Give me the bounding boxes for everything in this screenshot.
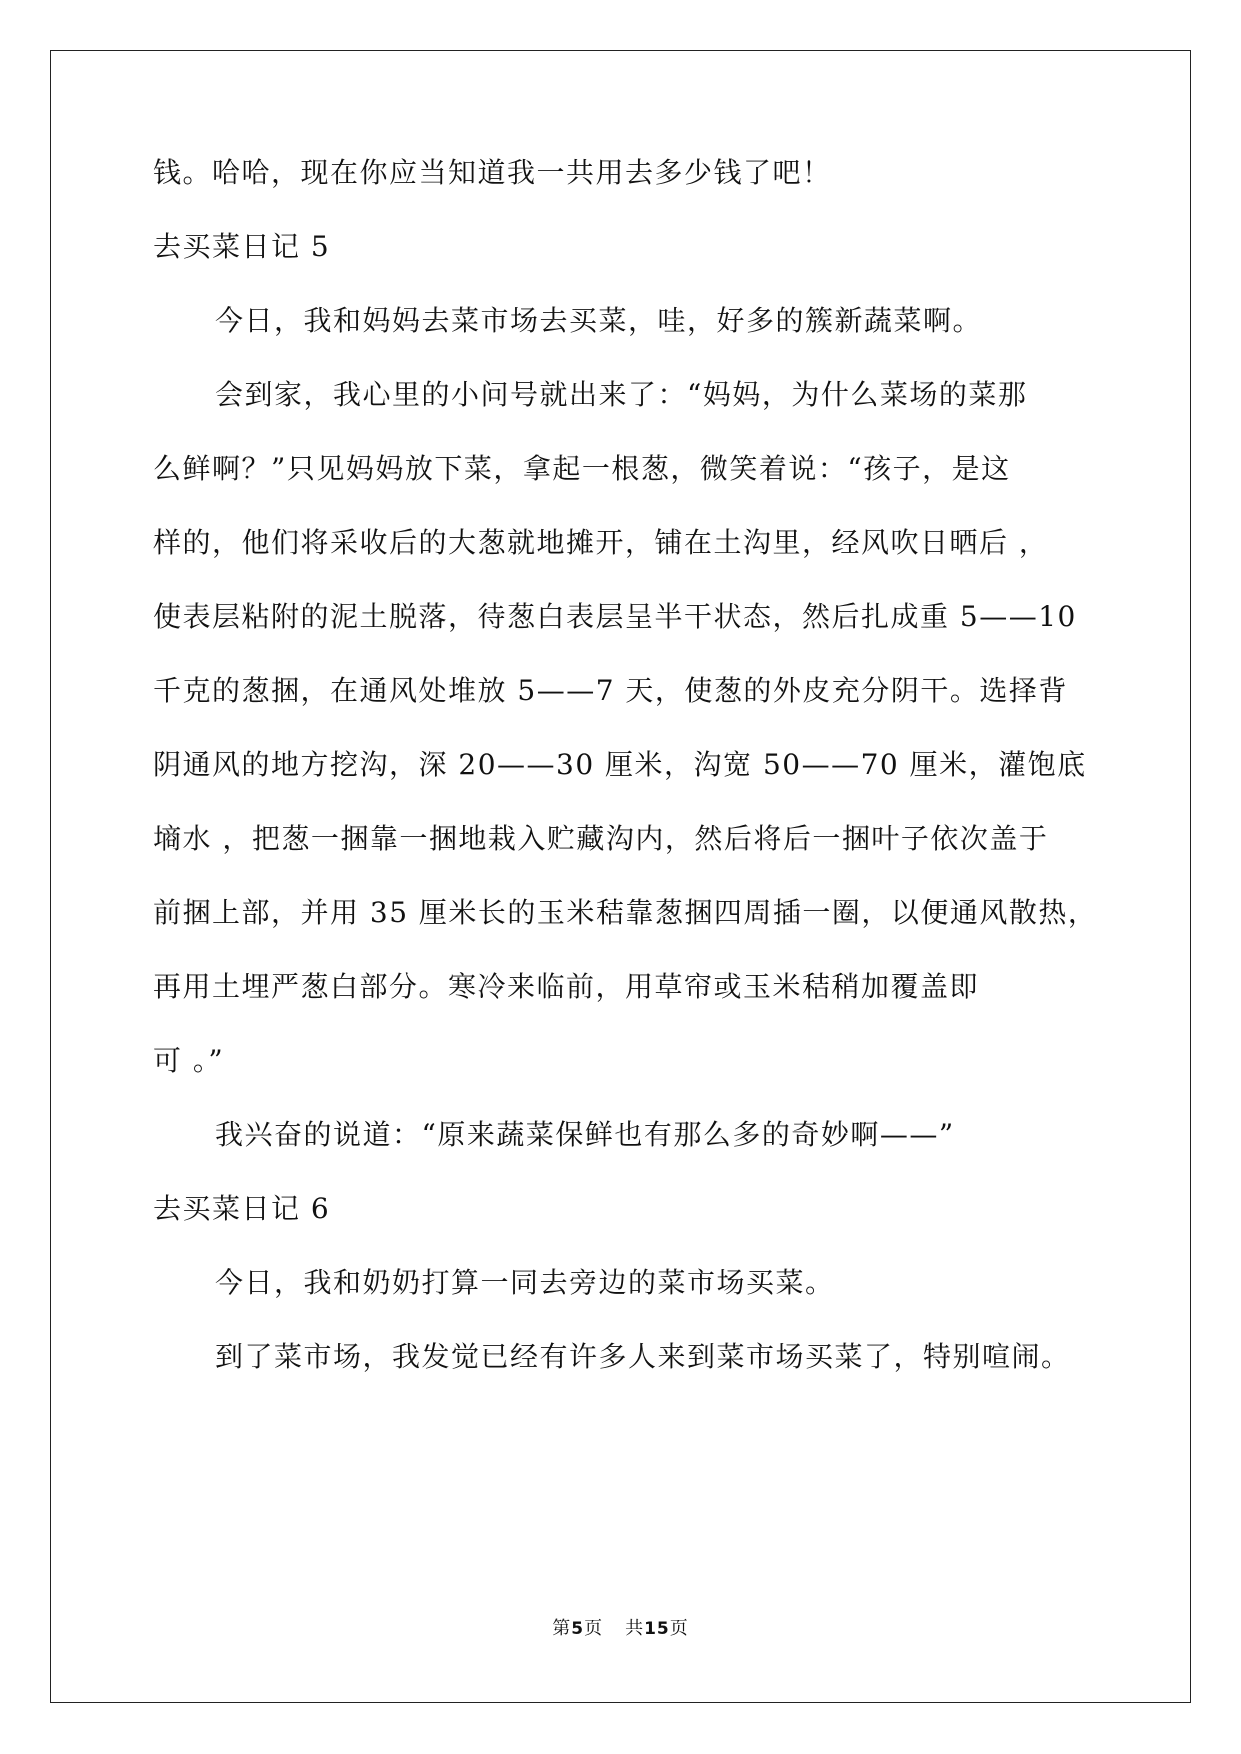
- section-heading: 去买菜日记 6: [153, 1192, 331, 1225]
- paragraph-line: 今日，我和妈妈去菜市场去买菜，哇，好多的簇新蔬菜啊。: [215, 304, 983, 337]
- paragraph-line: 今日，我和奶奶打算一同去旁边的菜市场买菜。: [215, 1266, 835, 1299]
- text-line: 千克的葱捆，在通风处堆放 5——7 天，使葱的外皮充分阴干。选择背: [153, 674, 1068, 707]
- text-line: 再用土埋严葱白部分。寒冷来临前，用草帘或玉米秸稍加覆盖即: [153, 970, 980, 1003]
- section-heading: 去买菜日记 5: [153, 230, 331, 263]
- text-line: 前捆上部，并用 35 厘米长的玉米秸靠葱捆四周插一圈，以便通风散热，: [153, 896, 1098, 929]
- page-prefix: 第: [552, 1618, 572, 1639]
- paragraph-line: 到了菜市场，我发觉已经有许多人来到菜市场买菜了，特别喧闹。: [215, 1340, 1071, 1373]
- page-border: [50, 50, 1191, 1703]
- text-line: 阴通风的地方挖沟，深 20——30 厘米，沟宽 50——70 厘米，灌饱底: [153, 748, 1087, 781]
- total-pages: 15: [644, 1619, 670, 1639]
- page-footer: [0, 1617, 1241, 1641]
- text-line: 可 。”: [153, 1044, 225, 1077]
- text-line: 么鲜啊？”只见妈妈放下菜，拿起一根葱，微笑着说：“孩子，是这: [153, 452, 1011, 485]
- total-prefix: 共: [625, 1618, 645, 1639]
- text-line: 使表层粘附的泥土脱落，待葱白表层呈半干状态，然后扎成重 5——10: [153, 600, 1077, 633]
- total-suffix: 页: [669, 1618, 689, 1639]
- paragraph-line: 我兴奋的说道：“原来蔬菜保鲜也有那么多的奇妙啊——”: [215, 1118, 955, 1151]
- text-line: 钱。哈哈，现在你应当知道我一共用去多少钱了吧！: [153, 156, 832, 189]
- paragraph-line: 会到家，我心里的小问号就出来了：“妈妈，为什么菜场的菜那: [215, 378, 1028, 411]
- page-suffix: 页: [584, 1618, 604, 1639]
- text-line: 样的，他们将采收后的大葱就地摊开，铺在土沟里，经风吹日晒后 ，: [153, 526, 1049, 559]
- text-line: 墒水 ，把葱一捆靠一捆地栽入贮藏沟内，然后将后一捆叶子依次盖于: [153, 822, 1049, 855]
- page-number: 5: [571, 1619, 585, 1639]
